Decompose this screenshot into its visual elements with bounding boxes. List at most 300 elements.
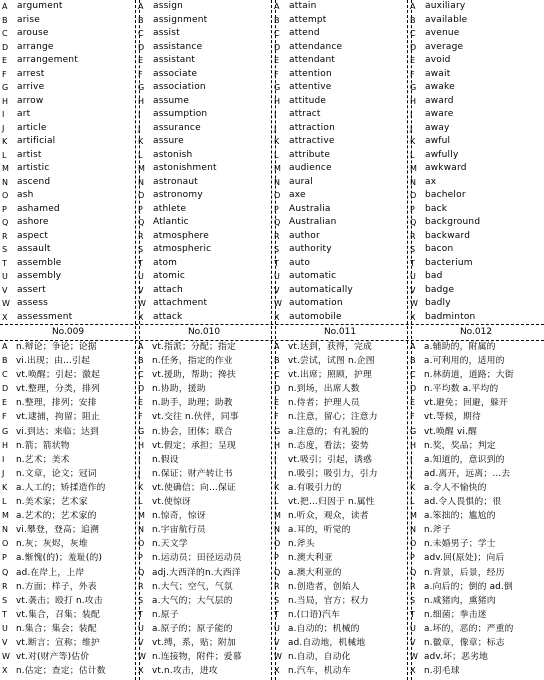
word-row (272, 0, 408, 14)
word-row (136, 68, 272, 82)
vocab-word: assembly (17, 271, 62, 281)
word-row (408, 257, 544, 271)
vocab-word: arrangement (17, 55, 78, 65)
word-row (136, 0, 272, 14)
vocab-meaning: n.原子 (152, 609, 179, 620)
word-row (272, 270, 408, 284)
word-row (136, 230, 272, 244)
vocab-word: attendant (289, 55, 336, 65)
vocab-meaning: n.到场，出席人数 (288, 384, 360, 395)
meaning-row (272, 340, 408, 354)
row-letter: V (410, 285, 416, 295)
row-letter: O (274, 539, 281, 549)
meaning-row (272, 566, 408, 580)
meaning-row (408, 354, 544, 368)
row-letter: C (2, 370, 8, 380)
row-letter: H (274, 440, 281, 450)
meaning-row (408, 481, 544, 495)
word-row (408, 54, 544, 68)
vocab-meaning: n.大气；空气，气氛 (152, 581, 233, 592)
word-row (136, 81, 272, 95)
vocab-word: badly (425, 298, 451, 308)
vocab-word: assert (17, 284, 46, 295)
vocab-meaning: n.(口语)汽车 (288, 609, 341, 620)
word-list-panel (0, 0, 544, 324)
row-letter: A (410, 342, 416, 351)
row-letter: E (138, 398, 144, 408)
meaning-row (136, 453, 272, 467)
word-column-4 (408, 0, 544, 324)
word-row (408, 243, 544, 257)
card-number-1: No.009 (51, 327, 85, 337)
word-row (272, 189, 408, 203)
meaning-row (408, 340, 544, 354)
vocab-meaning: n.助手，助理；助教 (152, 398, 233, 409)
meaning-row (0, 410, 136, 424)
vocab-meaning: n.注意，留心；注意力 (288, 412, 378, 423)
row-letter: S (410, 595, 416, 605)
vocab-meaning: n.创造者，创始人 (288, 581, 360, 592)
meaning-row (272, 396, 408, 410)
word-row (0, 41, 136, 55)
row-letter: T (138, 258, 143, 268)
vocab-meaning: a.注意的；有礼貌的 (288, 426, 369, 437)
row-letter: S (2, 595, 8, 605)
row-letter: E (2, 56, 8, 65)
word-row (136, 270, 272, 284)
vocab-meaning: vt.整理，分类，排列 (16, 384, 101, 395)
vocab-meaning: n.未婚男子；学士 (424, 539, 496, 550)
vocab-word: assumption (153, 109, 208, 119)
row-letter: I (274, 110, 277, 119)
meaning-row (272, 608, 408, 622)
vocab-meaning: n.侍者；护理人员 (288, 398, 360, 409)
row-letter: U (138, 272, 144, 281)
word-row (408, 311, 544, 325)
meaning-row (408, 396, 544, 410)
vocab-meaning: a.辅助的，附属的 (424, 342, 496, 352)
card-number-4: No.012 (459, 327, 493, 337)
word-row (136, 41, 272, 55)
meaning-row (136, 566, 272, 580)
vocab-word: Australian (289, 217, 337, 227)
vocab-word: assault (17, 244, 51, 254)
word-row (136, 108, 272, 122)
vocab-meaning: n.听众，观众，读者 (288, 511, 369, 522)
meaning-row (136, 650, 272, 664)
row-letter: G (2, 426, 9, 436)
row-letter: K (410, 482, 416, 492)
row-letter: V (2, 637, 8, 647)
word-row (272, 216, 408, 230)
vocab-word: aspect (17, 230, 49, 241)
row-letter: F (410, 69, 415, 79)
row-letter: G (410, 83, 417, 92)
meaning-row (136, 594, 272, 608)
row-letter: U (274, 623, 280, 633)
word-column-3 (272, 0, 408, 324)
row-letter: R (138, 231, 144, 241)
vocab-word: automatically (289, 284, 353, 295)
row-letter: X (2, 312, 8, 322)
meaning-row (408, 523, 544, 537)
row-letter: R (410, 231, 416, 241)
vocab-meaning: n.态度，看法；姿势 (288, 440, 369, 451)
row-letter: A (274, 2, 280, 11)
vocab-word: arrive (17, 82, 45, 92)
meaning-row (136, 368, 272, 382)
vocab-word: avenue (425, 28, 460, 38)
row-letter: E (274, 56, 280, 65)
meaning-row (0, 354, 136, 368)
word-row (0, 189, 136, 203)
row-letter: M (138, 164, 145, 173)
vocab-meaning: adj.大西洋的n.大西洋 (152, 567, 241, 578)
row-letter: T (2, 258, 7, 268)
meaning-row (408, 410, 544, 424)
row-letter: H (138, 96, 145, 106)
vocab-meaning: n.文章，论文；冠词 (16, 468, 97, 479)
meaning-row (272, 368, 408, 382)
meaning-row (0, 650, 136, 664)
row-letter: G (410, 426, 417, 436)
meaning-row (272, 467, 408, 481)
row-letter: L (2, 150, 7, 160)
vocab-word: astronaut (153, 176, 198, 187)
meaning-row (0, 594, 136, 608)
meaning-row (272, 509, 408, 523)
meaning-row (0, 495, 136, 509)
row-letter: M (2, 511, 9, 521)
word-row (0, 243, 136, 257)
row-letter: P (138, 204, 143, 214)
vocab-meaning: vi.攀登，登高；追溯 (16, 525, 100, 536)
vocab-meaning: ad.令人畏惧的；很 (424, 497, 502, 508)
card-number-3: No.011 (323, 327, 357, 337)
vocab-meaning: n.当局，官方；权力 (288, 595, 369, 606)
word-row (408, 68, 544, 82)
vocab-word: attach (153, 284, 183, 295)
row-letter: J (410, 468, 413, 478)
row-letter: E (138, 56, 144, 65)
word-row (272, 162, 408, 176)
vocab-word: assistance (153, 41, 203, 52)
row-letter: M (410, 164, 417, 173)
vocab-meaning: n.斧头 (288, 539, 315, 550)
vocab-meaning: vt.尝试，试图 n.企图 (288, 356, 375, 367)
row-letter: Q (138, 567, 145, 577)
row-letter: C (274, 370, 280, 380)
row-letter: O (410, 539, 417, 549)
word-row (136, 257, 272, 271)
row-letter: C (138, 29, 144, 38)
word-row (272, 95, 408, 109)
meaning-row (0, 622, 136, 636)
row-letter: E (2, 398, 8, 408)
row-letter: L (274, 497, 279, 507)
vocab-meaning: a.艺术的；艺术家的 (16, 511, 97, 522)
vocab-word: automation (289, 298, 343, 308)
vocab-word: Atlantic (153, 217, 189, 227)
row-letter: S (410, 245, 416, 254)
vocab-meaning: n.咸猪肉，熏猪肉 (424, 595, 496, 606)
meaning-row (408, 425, 544, 439)
meaning-row (0, 608, 136, 622)
word-row (272, 149, 408, 163)
vocab-meaning: vt.达到，获得，完成 (288, 342, 373, 352)
row-letter: P (2, 553, 7, 563)
meaning-row (0, 580, 136, 594)
word-row (408, 297, 544, 311)
vocab-word: audience (289, 163, 332, 173)
word-row (272, 14, 408, 28)
meaning-row (0, 551, 136, 565)
word-row (272, 122, 408, 136)
vocab-word: back (425, 203, 448, 214)
meaning-row (136, 410, 272, 424)
meaning-row (136, 509, 272, 523)
row-letter: B (410, 15, 416, 25)
meaning-row (272, 594, 408, 608)
word-row (272, 135, 408, 149)
row-letter: A (138, 2, 144, 11)
vocab-word: astonish (153, 149, 193, 160)
meaning-row (136, 636, 272, 650)
row-letter: O (138, 539, 145, 549)
vocab-word: arise (17, 14, 40, 25)
row-letter: G (138, 426, 145, 436)
vocab-meaning: vt.缚，系，贴；附加 (152, 637, 237, 648)
row-letter: Q (410, 218, 417, 227)
vocab-word: attract (289, 109, 321, 119)
word-row (0, 216, 136, 230)
vocab-meaning: vt.唤醒 vi.醒 (424, 426, 478, 437)
word-row (0, 176, 136, 190)
row-letter: W (138, 652, 146, 662)
meaning-column-3 (272, 340, 408, 680)
row-letter: T (274, 258, 279, 268)
row-letter: V (2, 285, 8, 295)
meaning-row (0, 509, 136, 523)
meaning-row (272, 495, 408, 509)
meaning-row (0, 340, 136, 354)
vocab-word: automobile (289, 311, 342, 322)
row-letter: W (410, 652, 418, 662)
vocab-word: axe (289, 190, 306, 200)
column-divider-3 (407, 0, 408, 680)
row-letter: K (274, 482, 280, 492)
vocab-word: artificial (17, 136, 56, 146)
row-letter: E (274, 398, 280, 408)
vocab-word: attentive (289, 82, 332, 92)
meaning-row (272, 622, 408, 636)
row-letter: C (410, 29, 416, 38)
meaning-row (0, 396, 136, 410)
row-letter: O (274, 191, 281, 200)
word-row (408, 41, 544, 55)
row-letter: P (274, 553, 279, 563)
card-number-row (0, 324, 544, 340)
vocab-meaning: ad.自动地，机械地 (288, 637, 366, 648)
word-row (272, 81, 408, 95)
meaning-row (136, 467, 272, 481)
row-letter: G (274, 426, 281, 436)
word-row (0, 203, 136, 217)
word-row (272, 284, 408, 298)
row-letter: V (274, 637, 280, 647)
vocab-meaning: n.宇宙航行员 (152, 525, 206, 536)
meaning-row (136, 622, 272, 636)
vocab-word: attend (289, 28, 320, 38)
vocab-word: assignment (153, 14, 208, 25)
vocab-meaning: a.惭愧(的)；羞耻(的) (16, 553, 103, 564)
row-letter: S (274, 595, 280, 605)
vocab-meaning: adv.坏；恶劣地 (424, 652, 489, 663)
row-letter: O (2, 539, 9, 549)
word-row (136, 14, 272, 28)
row-letter: K (138, 137, 144, 146)
row-letter: H (410, 440, 417, 450)
vocab-word: badge (425, 284, 455, 295)
vocab-meaning: n.惊奇，惊讶 (152, 511, 206, 522)
word-row (408, 216, 544, 230)
vocab-meaning: n.林荫道，道路；大街 (424, 370, 514, 381)
vocab-meaning: vt.袭击；殴打 n.攻击 (16, 595, 103, 606)
row-letter: U (410, 623, 416, 633)
word-row (136, 297, 272, 311)
vocab-word: ascend (17, 176, 51, 187)
word-row (136, 135, 272, 149)
vocab-meaning: vt.吸引；引起，诱惑 (288, 454, 373, 465)
row-letter: I (410, 454, 413, 464)
vocab-word: attendance (289, 41, 343, 52)
vocab-meaning: vt.把…归因于 n.属性 (288, 497, 375, 508)
vocab-meaning: n.背景，后景，经历 (424, 567, 505, 578)
word-row (272, 68, 408, 82)
word-row (136, 122, 272, 136)
row-letter: D (2, 384, 9, 394)
word-row (136, 284, 272, 298)
row-letter: K (2, 137, 8, 146)
vocab-meaning: n.美术家；艺术家 (16, 497, 88, 508)
vocab-word: assessment (17, 311, 73, 322)
meaning-row (136, 481, 272, 495)
vocab-meaning: n.奖，奖品；判定 (424, 440, 496, 451)
vocab-word: ax (425, 176, 437, 187)
vocab-word: ashamed (17, 203, 60, 214)
vocab-meaning: adv.回(原处)；向后 (424, 553, 505, 564)
word-row (136, 54, 272, 68)
row-letter: F (410, 412, 415, 422)
vocab-word: attachment (153, 298, 208, 308)
word-row (136, 95, 272, 109)
meaning-row (408, 664, 544, 678)
word-column-2 (136, 0, 272, 324)
word-row (272, 297, 408, 311)
vocab-meaning: vt.假定；承担；呈现 (152, 440, 237, 451)
row-letter: D (138, 42, 145, 52)
word-row (408, 284, 544, 298)
meaning-list-panel (0, 340, 544, 680)
vocab-meaning: n.协会，团体；联合 (152, 426, 233, 437)
row-letter: K (2, 482, 8, 492)
vocab-word: bachelor (425, 190, 466, 200)
word-row (272, 230, 408, 244)
word-row (408, 189, 544, 203)
word-row (136, 243, 272, 257)
meaning-row (0, 467, 136, 481)
vocab-word: award (425, 95, 454, 106)
row-letter: E (410, 398, 416, 408)
row-letter: U (274, 272, 280, 281)
meaning-column-1 (0, 340, 136, 680)
row-letter: B (274, 356, 280, 366)
row-letter: U (2, 272, 8, 281)
word-row (408, 14, 544, 28)
meaning-row (0, 566, 136, 580)
row-letter: N (2, 525, 8, 535)
word-row (408, 95, 544, 109)
row-letter: V (138, 637, 144, 647)
row-letter: C (138, 370, 144, 380)
vocab-word: atmospheric (153, 244, 212, 254)
meaning-row (272, 551, 408, 565)
vocab-meaning: vt.逮捕，拘留；阻止 (16, 412, 101, 423)
vocab-meaning: n.箭；箭状物 (16, 440, 70, 451)
row-letter: W (2, 299, 10, 308)
row-letter: L (410, 150, 415, 160)
row-letter: F (2, 412, 7, 422)
vocab-word: Australia (289, 203, 331, 214)
vocab-word: bacon (425, 244, 454, 254)
meaning-row (272, 481, 408, 495)
meaning-row (408, 608, 544, 622)
word-row (136, 162, 272, 176)
row-letter: I (138, 110, 141, 119)
vocab-meaning: n.集合；集会；装配 (16, 623, 97, 634)
word-row (408, 203, 544, 217)
row-letter: T (410, 609, 415, 619)
vocab-word: astronomy (153, 190, 203, 200)
vocab-word: assist (153, 28, 180, 38)
vocab-meaning: a.有吸引力的 (288, 482, 342, 493)
meaning-row (272, 453, 408, 467)
vocab-meaning: vt.断言；宣称；维护 (16, 637, 101, 648)
vocab-word: article (17, 122, 47, 133)
vocab-meaning: n.估定；查定；估计数 (16, 666, 106, 677)
vocab-word: assume (153, 95, 190, 106)
row-letter: X (274, 312, 280, 322)
word-row (0, 230, 136, 244)
vocab-meaning: n.灰；灰烬，灰堆 (16, 539, 88, 550)
word-column-1 (0, 0, 136, 324)
meaning-row (408, 509, 544, 523)
meaning-row (136, 580, 272, 594)
meaning-row (0, 481, 136, 495)
row-letter: H (274, 96, 281, 106)
meaning-row (136, 439, 272, 453)
row-letter: I (274, 454, 277, 464)
word-row (408, 27, 544, 41)
word-row (272, 27, 408, 41)
word-row (272, 243, 408, 257)
meaning-row (272, 382, 408, 396)
word-row (272, 54, 408, 68)
row-letter: V (274, 285, 280, 295)
vocab-word: attention (289, 68, 332, 79)
meaning-row (272, 425, 408, 439)
vocab-meaning: a.可利用的，适用的 (424, 356, 505, 367)
